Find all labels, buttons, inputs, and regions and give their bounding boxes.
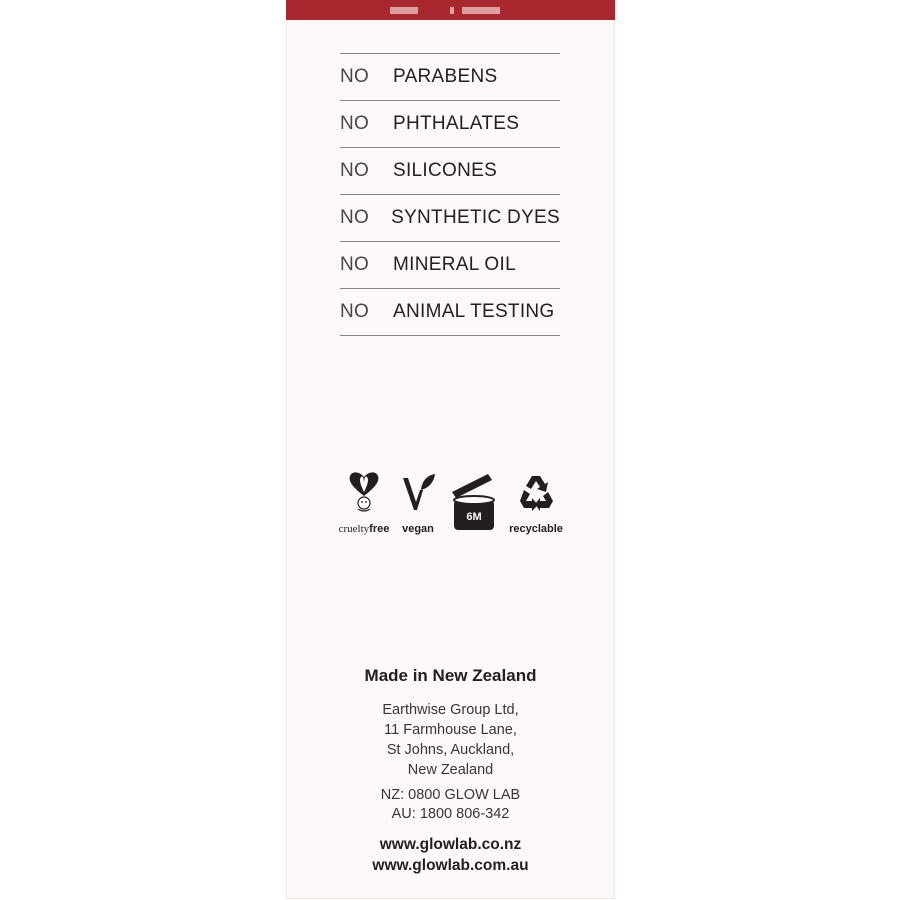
address-line: Earthwise Group Ltd, xyxy=(382,702,519,718)
free-from-row xyxy=(340,289,560,336)
free-from-prefix: NO xyxy=(340,254,370,275)
free-from-prefix: NO xyxy=(340,113,370,134)
free-from-row xyxy=(340,195,560,242)
free-from-prefix: NO xyxy=(340,301,370,322)
cruelty-free-badge xyxy=(336,470,392,535)
free-from-item: SYNTHETIC DYES xyxy=(391,207,560,228)
free-from-row xyxy=(340,242,560,289)
product-box-panel xyxy=(286,0,615,899)
website-links xyxy=(286,834,615,876)
band-mark xyxy=(462,7,500,14)
phone-line: NZ: 0800 GLOW LAB xyxy=(380,787,521,803)
recyclable-label: recyclable xyxy=(509,523,563,535)
phone-numbers xyxy=(286,786,615,824)
top-color-band xyxy=(286,0,615,20)
free-label-part: free xyxy=(369,523,390,535)
free-from-item: PARABENS xyxy=(393,66,498,87)
band-mark xyxy=(450,7,454,14)
band-mark xyxy=(390,7,418,14)
certification-badges xyxy=(336,470,576,540)
bunny-heart-icon xyxy=(344,470,384,516)
made-in-heading: Made in New Zealand xyxy=(364,666,537,685)
period-after-opening-badge xyxy=(448,470,500,537)
free-from-prefix: NO xyxy=(340,207,370,228)
free-from-item: ANIMAL TESTING xyxy=(393,301,555,322)
address-line: St Johns, Auckland, xyxy=(386,742,515,758)
phone-line: AU: 1800 806-342 xyxy=(391,806,510,822)
free-from-item: SILICONES xyxy=(393,160,498,181)
free-from-row xyxy=(340,54,560,101)
free-from-prefix: NO xyxy=(340,160,370,181)
open-jar-icon xyxy=(448,470,500,532)
vegan-label: vegan xyxy=(402,523,434,535)
recycle-icon xyxy=(516,470,556,516)
vegan-v-leaf-icon xyxy=(398,470,438,516)
cruelty-label-part: cruelty xyxy=(338,523,370,535)
cruelty-free-label xyxy=(336,523,392,535)
address-line: 11 Farmhouse Lane, xyxy=(384,722,517,738)
vegan-badge xyxy=(398,470,438,535)
free-from-prefix: NO xyxy=(340,66,370,87)
company-address xyxy=(286,700,615,780)
pao-label: 6M xyxy=(466,511,482,523)
address-line: New Zealand xyxy=(407,762,494,778)
free-from-row xyxy=(340,148,560,195)
free-from-list xyxy=(340,53,560,336)
free-from-item: MINERAL OIL xyxy=(393,254,516,275)
free-from-item: PHTHALATES xyxy=(393,113,520,134)
website-link: www.glowlab.com.au xyxy=(372,857,529,874)
website-link: www.glowlab.co.nz xyxy=(379,836,522,853)
free-from-row xyxy=(340,101,560,148)
recyclable-badge xyxy=(504,470,568,535)
